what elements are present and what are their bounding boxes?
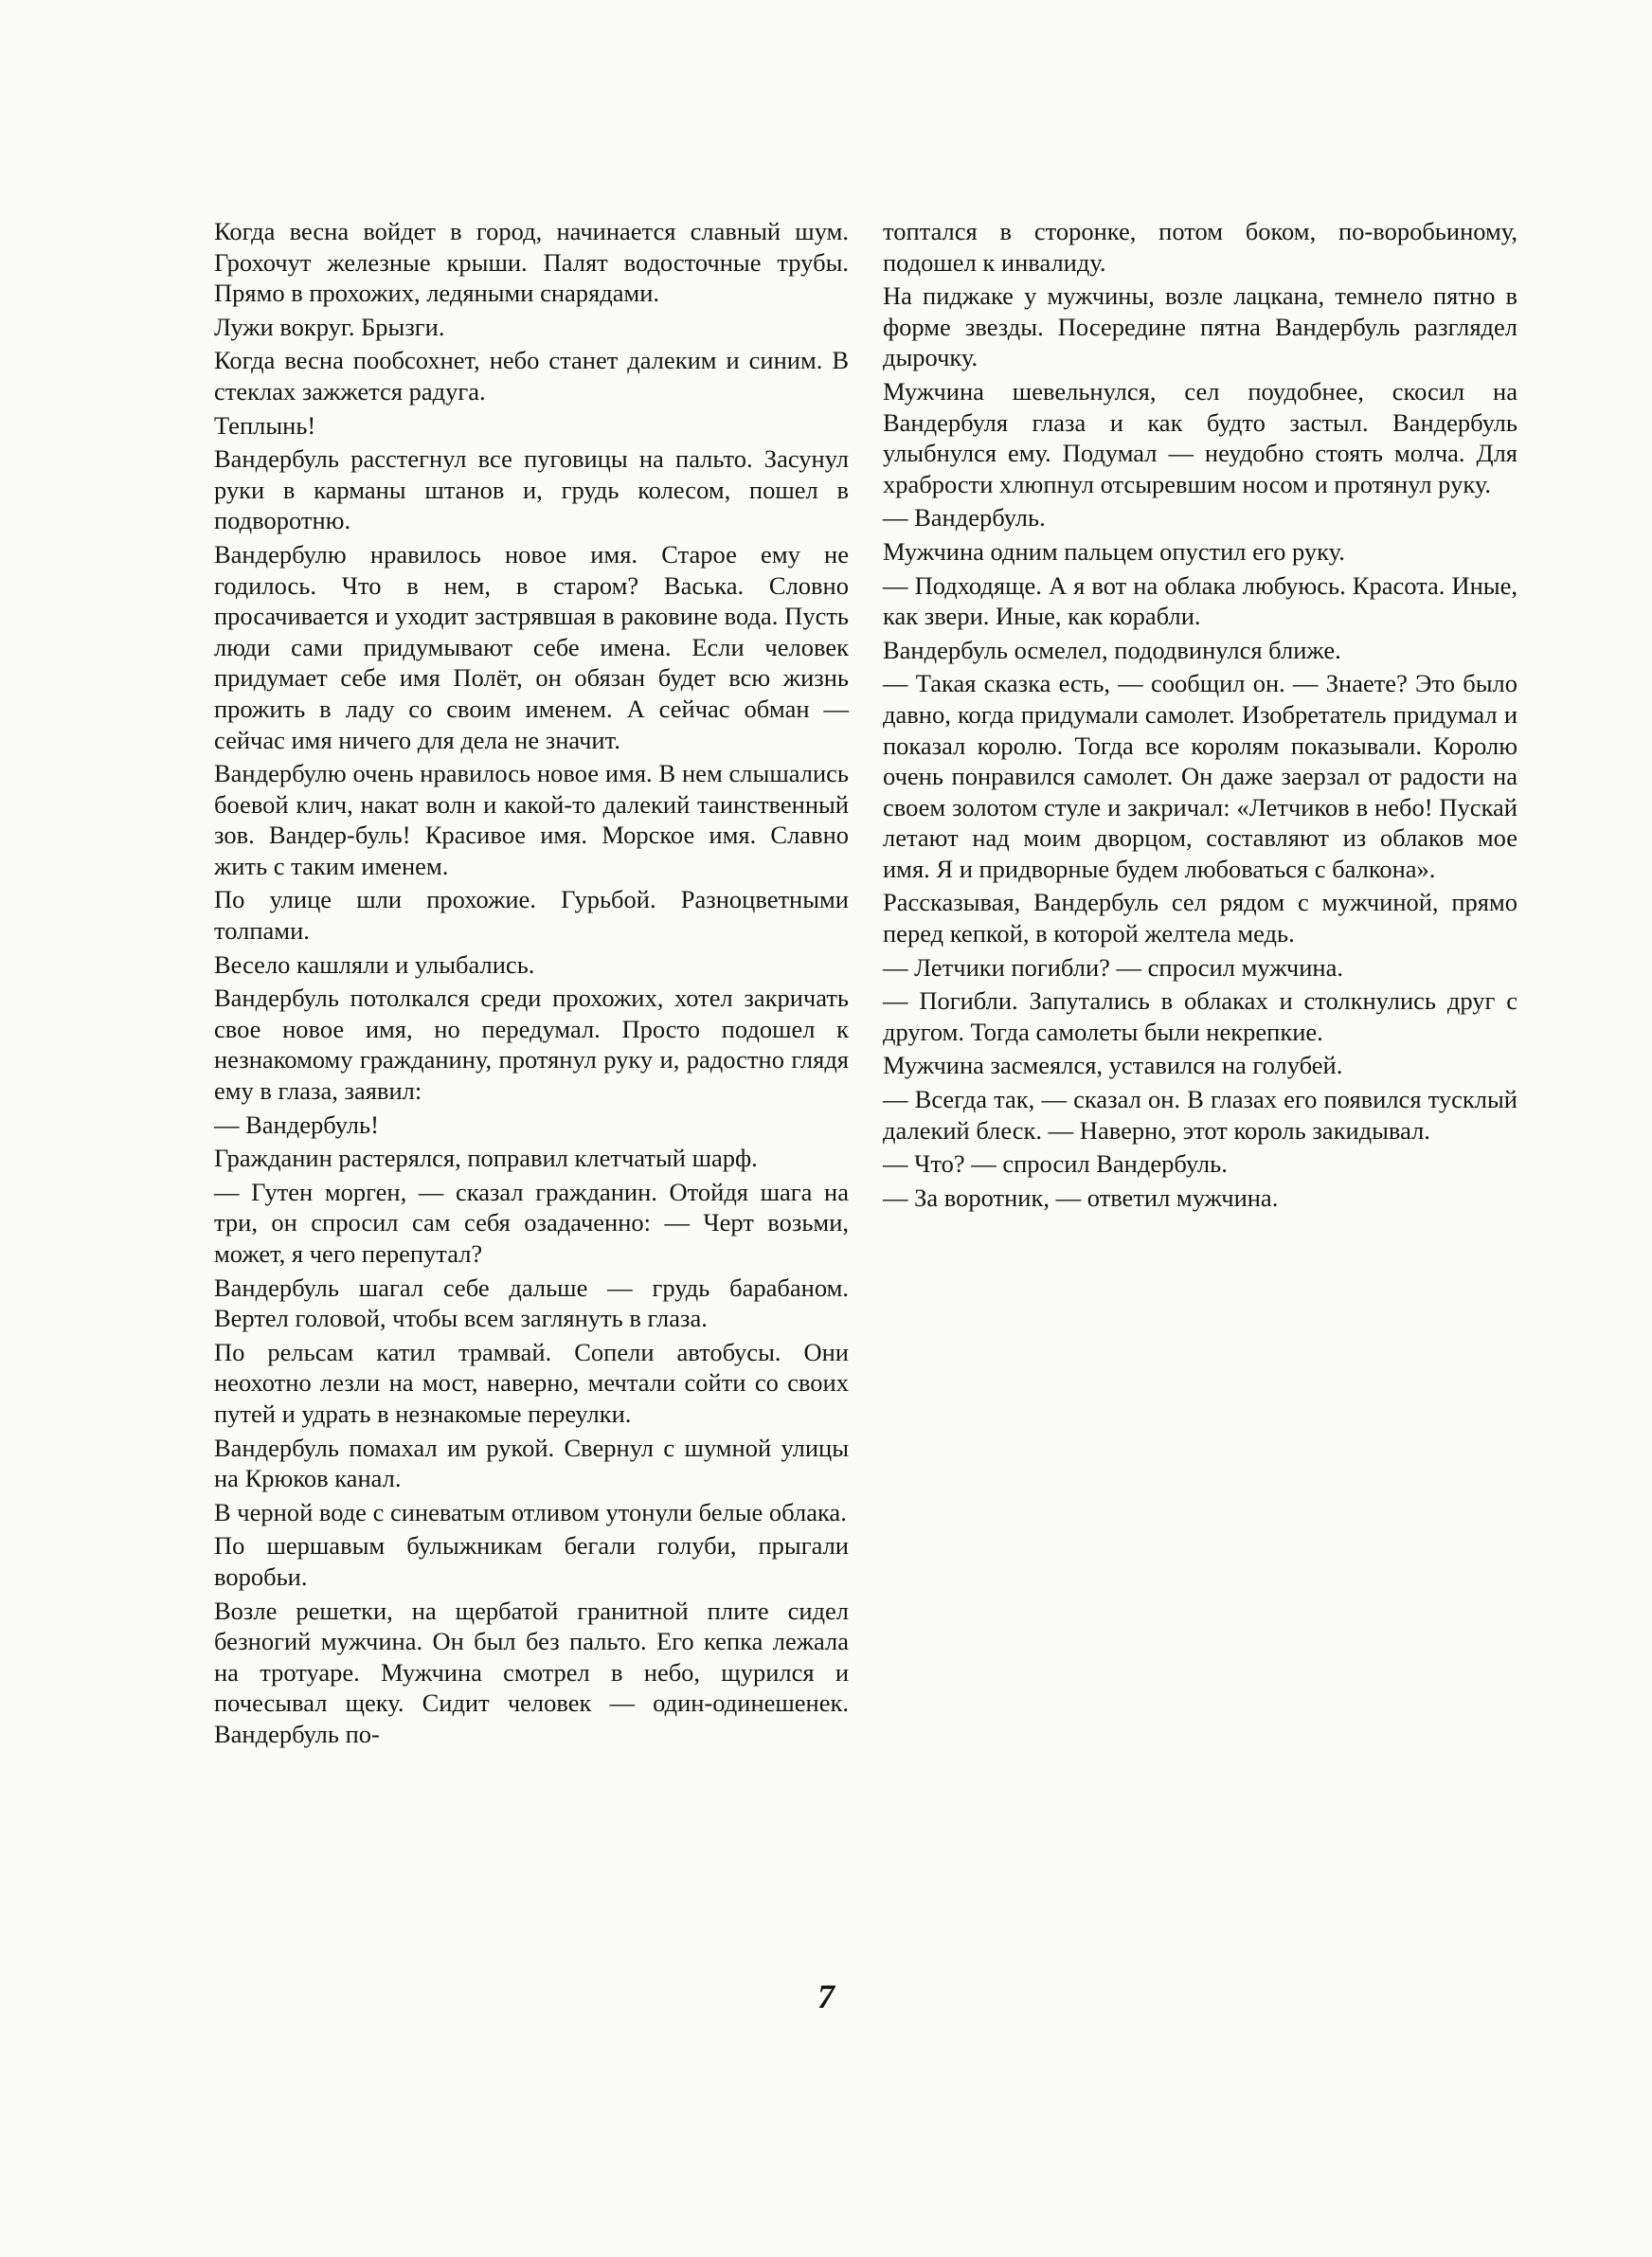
right-text-column (883, 216, 1517, 1216)
paragraph: Весело кашляли и улыбались. (214, 949, 535, 979)
paragraph: Гражданин растерялся, поправил клетчатый шарф. (214, 1144, 758, 1173)
paragraph: Мужчина засмеялся, уставился на голубей. (883, 1051, 1343, 1080)
paragraph: На пиджаке у мужчины, возле лацкана, темнело пятно в форме звезды. Посередине пятна Вандербуль разглядел дырочку. (883, 281, 1517, 372)
paragraph: Возле решетки, на щербатой гранитной плите сидел безногий мужчина. Он был без пальто. Его кепка лежала на тротуаре. Мужчина смотрел в небо, щурился и почесывал щеку. Сидит человек — один-одинешенек. Вандербуль по- (214, 1596, 849, 1748)
paragraph: Вандербулю нравилось новое имя. Старое ему не годилось. Что в нем, в старом? Васька. Словно просачивается и уходит застрявшая в раковине вода. Пусть люди сами придумывают себе имена. Если человек придумает себе имя Полёт, он обязан будет всю жизнь прожить в ладу со своим именем. А сейчас обман — сейчас имя ничего для дела не значит. (214, 539, 849, 754)
paragraph: топтался в сторонке, потом боком, по-воробьиному, подошел к инвалиду. (883, 217, 1517, 277)
paragraph: Мужчина шевельнулся, сел поудобнее, скосил на Вандербуля глаза и как будто застыл. Вандербуль улыбнулся ему. Подумал — неудобно стоять молча. Для храбрости хлюпнул отсыревшим носом и протянул руку. (883, 376, 1517, 498)
paragraph: Когда весна пообсохнет, небо станет далеким и синим. В стеклах зажжется радуга. (214, 346, 849, 406)
paragraph: Вандербуль помахал им рукой. Свернул с шумной улицы на Крюков канал. (214, 1433, 849, 1493)
paragraph: В черной воде с синеватым отливом утонули белые облака. (214, 1497, 847, 1526)
paragraph: Рассказывая, Вандербуль сел рядом с мужчиной, прямо перед кепкой, в которой желтела медь. (883, 888, 1517, 948)
paragraph: — Подходяще. А я вот на облака любуюсь. Красота. Иные, как звери. Иные, как корабли. (883, 570, 1517, 631)
paragraph: — За воротник, — ответил мужчина. (883, 1183, 1279, 1212)
paragraph: — Летчики погибли? — спросил мужчина. (883, 952, 1343, 982)
paragraph: Теплынь! (214, 410, 316, 440)
paragraph: По улице шли прохожие. Гурьбой. Разноцветными толпами. (214, 885, 849, 946)
paragraph: Вандербуль шагал себе дальше — грудь барабаном. Вертел головой, чтобы всем заглянуть в глаза. (214, 1273, 849, 1333)
paragraph: — Вандербуль. (883, 503, 1046, 533)
page-number: 7 (817, 1977, 835, 2015)
paragraph: Когда весна войдет в город, начинается славный шум. Грохочут железные крыши. Палят водосточные трубы. Прямо в прохожих, ледяными снарядами. (214, 217, 849, 308)
paragraph: Вандербулю очень нравилось новое имя. В нем слышались боевой клич, накат волн и какой-то далекий таинственный зов. Вандер-буль! Красивое имя. Морское имя. Славно жить с таким именем. (214, 759, 849, 880)
paragraph: Вандербуль потолкался среди прохожих, хотел закричать свое новое имя, но передумал. Просто подошел к незнакомому гражданину, протянул руку и, радостно глядя ему в глаза, заявил: (214, 984, 849, 1106)
paragraph: Мужчина одним пальцем опустил его руку. (883, 536, 1345, 566)
paragraph: По рельсам катил трамвай. Сопели автобусы. Они неохотно лезли на мост, наверно, мечтали сойти со своих путей и удрать в незнакомые переулки. (214, 1337, 849, 1428)
paragraph: По шершавым булыжникам бегали голуби, прыгали воробьи. (214, 1531, 849, 1591)
paragraph: — Что? — спросил Вандербуль. (883, 1149, 1228, 1179)
paragraph: — Погибли. Запутались в облаках и столкнулись друг с другом. Тогда самолеты были некрепкие. (883, 986, 1517, 1046)
left-text-column (214, 216, 849, 1753)
paragraph: — Вандербуль! (214, 1110, 379, 1139)
paragraph: — Гутен морген, — сказал гражданин. Отойдя шага на три, он спросил сам себя озадаченно: — Черт возьми, может, я чего перепутал? (214, 1177, 849, 1268)
paragraph: — Такая сказка есть, — сообщил он. — Знаете? Это было давно, когда придумали самолет. Изобретатель придумал и показал королю. Тогда все королям показывали. Королю очень понравился самолет. Он даже заерзал от радости на своем золотом стуле и закричал: «Летчиков в небо! Пускай летают над моим дворцом, составляют из облаков мое имя. Я и придворные будем любоваться с балкона». (883, 669, 1517, 883)
paragraph: Вандербуль расстегнул все пуговицы на пальто. Засунул руки в карманы штанов и, грудь колесом, пошел в подворотню. (214, 444, 849, 535)
paragraph: — Всегда так, — сказал он. В глазах его появился тусклый далекий блеск. — Наверно, этот король закидывал. (883, 1085, 1517, 1145)
paragraph: Лужи вокруг. Брызги. (214, 312, 445, 341)
paragraph: Вандербуль осмелел, пододвинулся ближе. (883, 635, 1341, 664)
